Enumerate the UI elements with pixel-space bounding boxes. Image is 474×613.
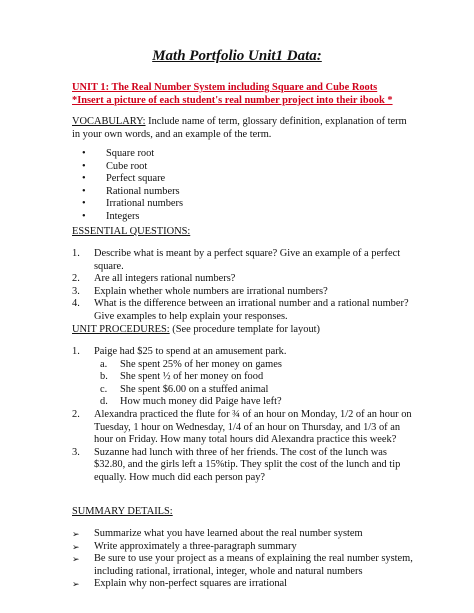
arrow-bullet-icon: ➢ bbox=[72, 579, 80, 590]
vocabulary-intro: Include name of term, glossary definition, explanation of term in your own words, and an example of the term. bbox=[72, 116, 407, 140]
essential-questions-list bbox=[72, 248, 416, 324]
list-item: ➢ Write approximately a three-paragraph summary bbox=[72, 540, 297, 552]
list-item: ➢ Explain why non-perfect squares are irrational bbox=[72, 578, 288, 590]
unit-heading: UNIT 1: The Real Number System including Square and Cube Roots bbox=[72, 82, 378, 93]
list-item: c. She spent $6.00 on a stuffed animal bbox=[100, 383, 269, 395]
arrow-bullet-icon: ➢ bbox=[72, 541, 80, 552]
vocabulary-list bbox=[72, 148, 416, 224]
list-item: ➢ Summarize what you have learned about the real number system bbox=[72, 528, 363, 539]
list-item: ➢ Be sure to use your project as a means of explaining the real number system, including rational, irrational, integer, whole and natural numbers bbox=[72, 553, 413, 577]
bullet-icon: • bbox=[82, 173, 86, 185]
bullet-icon: • bbox=[82, 198, 86, 210]
unit-procedures-note: (See procedure template for layout) bbox=[169, 324, 320, 335]
arrow-bullet-icon: ➢ bbox=[72, 529, 80, 539]
procedures-list bbox=[72, 346, 416, 485]
list-item: • Square root bbox=[82, 148, 155, 159]
list-item: 1. Describe what is meant by a perfect square? Give an example of a perfect square. bbox=[72, 248, 401, 272]
unit-header bbox=[72, 82, 416, 107]
bullet-icon: • bbox=[82, 185, 86, 197]
unit-procedures-label: UNIT PROCEDURES: bbox=[72, 324, 170, 335]
list-item: d. How much money did Paige have left? bbox=[100, 396, 282, 408]
bullet-icon: • bbox=[82, 148, 86, 159]
list-item: • Perfect square bbox=[82, 173, 166, 185]
bullet-icon: • bbox=[82, 160, 86, 172]
list-item: 1. Paige had $25 to spend at an amusement park. bbox=[72, 346, 287, 357]
essential-questions-heading: ESSENTIAL QUESTIONS: bbox=[72, 226, 191, 237]
list-item: 2. Alexandra practiced the flute for ¾ of an hour on Monday, 1/2 of an hour on Tuesday, 1 hour on Wednesday, 1/4 of an hour on Thursday, and 1/3 of an hour on Friday. How many total hours did Alexandra practice this week? bbox=[72, 408, 412, 446]
list-item: a. She spent 25% of her money on games bbox=[100, 358, 282, 370]
list-item: • Irrational numbers bbox=[82, 198, 184, 210]
list-item: • Integers bbox=[82, 210, 140, 222]
page-title: Math Portfolio Unit1 Data: bbox=[152, 48, 322, 64]
vocabulary-label: VOCABULARY: bbox=[72, 116, 146, 127]
unit-note: *Insert a picture of each student's real number project into their ibook * bbox=[72, 94, 393, 106]
vocabulary-paragraph bbox=[72, 116, 416, 141]
unit-procedures-paragraph bbox=[72, 324, 416, 337]
bullet-icon: • bbox=[82, 210, 86, 222]
list-item: 2. Are all integers rational numbers? bbox=[72, 273, 236, 285]
list-item: • Rational numbers bbox=[82, 185, 180, 197]
list-item: • Cube root bbox=[82, 160, 148, 172]
list-item: 3. Suzanne had lunch with three of her friends. The cost of the lunch was $32.80, and the girls left a 15%tip. They split the cost of the lunch and tip equally. How much did each person pay? bbox=[72, 446, 401, 483]
summary-details-heading: SUMMARY DETAILS: bbox=[72, 506, 173, 517]
summary-details-list bbox=[72, 528, 416, 591]
list-item: 4. What is the difference between an irrational number and a rational number? Give examples to help explain your responses. bbox=[72, 298, 409, 322]
arrow-bullet-icon: ➢ bbox=[72, 554, 80, 565]
list-item: 3. Explain whether whole numbers are irrational numbers? bbox=[72, 285, 328, 297]
list-item: b. She spent ½ of her money on food bbox=[100, 371, 264, 383]
